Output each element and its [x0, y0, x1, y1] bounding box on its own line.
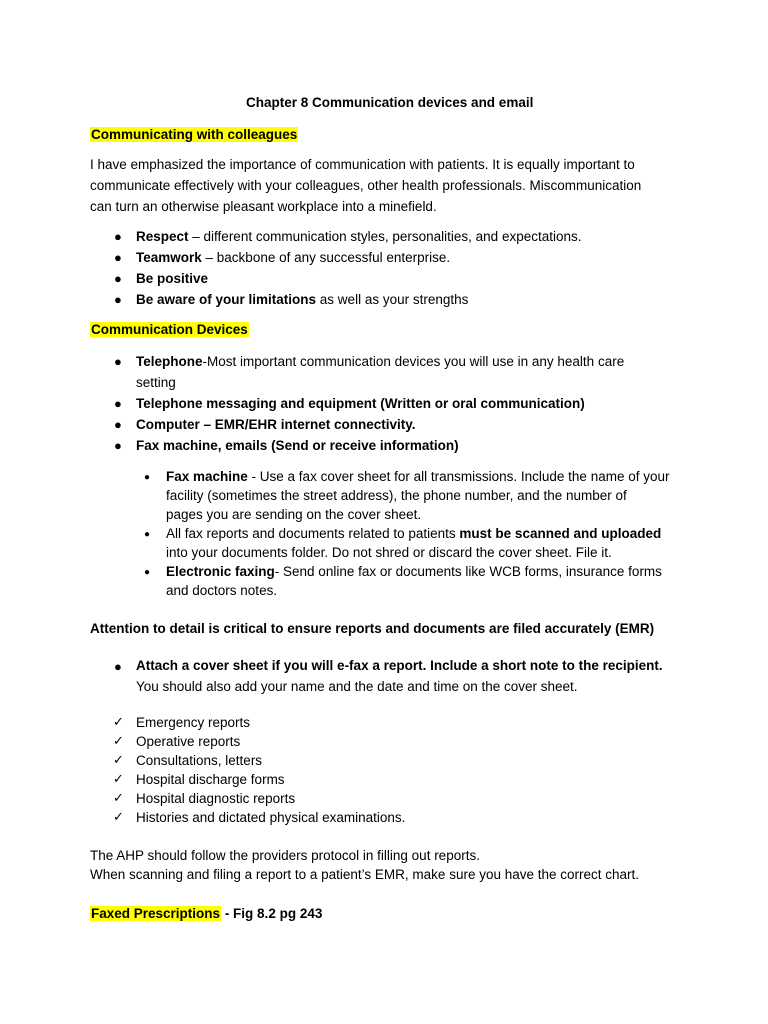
- checkmark-icon: ✓: [113, 809, 124, 824]
- list-item: Respect – different communication styles, personalities, and expectations.: [136, 229, 582, 244]
- list-item: Be positive: [136, 271, 209, 286]
- bullet-icon: ●: [114, 271, 122, 286]
- bullet-icon: ●: [114, 354, 122, 369]
- paragraph-line: I have emphasized the importance of communication with patients. It is equally important to: [90, 157, 635, 172]
- list-item: Telephone messaging and equipment (Written or oral communication): [136, 396, 585, 411]
- sub-list-item-continuation: and doctors notes.: [166, 583, 278, 598]
- sub-list-item-continuation: pages you are sending on the cover sheet.: [166, 507, 422, 522]
- checkmark-icon: ✓: [113, 733, 124, 748]
- bullet-icon: ●: [114, 417, 122, 432]
- bullet-icon: ●: [114, 438, 122, 453]
- bullet-icon: ●: [114, 229, 122, 244]
- sub-list-item: Fax machine - Use a fax cover sheet for all transmissions. Include the name of your: [166, 469, 670, 484]
- checklist-item: Consultations, letters: [136, 753, 263, 768]
- page-title: Chapter 8 Communication devices and email: [246, 95, 534, 110]
- checkmark-icon: ✓: [113, 752, 124, 767]
- section-heading-colleagues: Communicating with colleagues: [91, 127, 298, 142]
- sub-list-item-continuation: into your documents folder. Do not shred or discard the cover sheet. File it.: [166, 545, 612, 560]
- paragraph-line: communicate effectively with your colleagues, other health professionals. Miscommunication: [90, 178, 642, 193]
- checklist-item: Histories and dictated physical examinations.: [136, 810, 406, 825]
- checklist-item: Operative reports: [136, 734, 241, 749]
- checklist-item: Emergency reports: [136, 715, 251, 730]
- section-heading-devices: Communication Devices: [91, 322, 248, 337]
- list-item: Computer – EMR/EHR internet connectivity.: [136, 417, 416, 432]
- checkmark-icon: ✓: [113, 714, 124, 729]
- sub-list-item: All fax reports and documents related to patients must be scanned and uploaded: [166, 526, 662, 541]
- paragraph-line: can turn an otherwise pleasant workplace into a minefield.: [90, 199, 437, 214]
- list-item-continuation: You should also add your name and the date and time on the cover sheet.: [136, 679, 578, 694]
- checklist-item: Hospital discharge forms: [136, 772, 285, 787]
- sub-list-item: Electronic faxing- Send online fax or documents like WCB forms, insurance forms: [166, 564, 662, 579]
- bullet-icon: ●: [144, 529, 151, 540]
- list-item-continuation: setting: [136, 375, 176, 390]
- list-item: Attach a cover sheet if you will e-fax a report. Include a short note to the recipient.: [136, 658, 663, 673]
- bullet-icon: ●: [114, 250, 122, 265]
- section-heading-faxed-prescriptions: Faxed Prescriptions - Fig 8.2 pg 243: [91, 906, 323, 921]
- list-item: Telephone-Most important communication devices you will use in any health care: [136, 354, 625, 369]
- bullet-icon: ●: [144, 472, 151, 483]
- paragraph-line: When scanning and filing a report to a patient’s EMR, make sure you have the correct chart.: [90, 867, 640, 882]
- list-item: Fax machine, emails (Send or receive information): [136, 438, 459, 453]
- attention-statement: Attention to detail is critical to ensure reports and documents are filed accurately (EMR): [90, 621, 655, 636]
- checkmark-icon: ✓: [113, 771, 124, 786]
- bullet-icon: ●: [114, 659, 122, 674]
- checklist-item: Hospital diagnostic reports: [136, 791, 296, 806]
- bullet-icon: ●: [144, 567, 151, 578]
- paragraph-line: The AHP should follow the providers protocol in filling out reports.: [90, 848, 480, 863]
- list-item: Teamwork – backbone of any successful enterprise.: [136, 250, 451, 265]
- list-item: Be aware of your limitations as well as your strengths: [136, 292, 469, 307]
- sub-list-item-continuation: facility (sometimes the street address), the phone number, and the number of: [166, 488, 627, 503]
- bullet-icon: ●: [114, 292, 122, 307]
- bullet-icon: ●: [114, 396, 122, 411]
- checkmark-icon: ✓: [113, 790, 124, 805]
